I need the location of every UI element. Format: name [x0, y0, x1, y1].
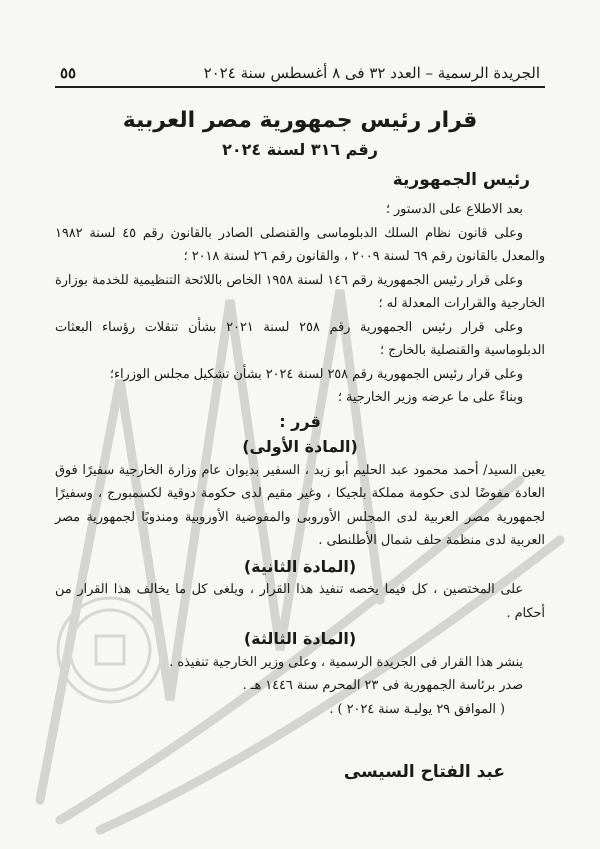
decree-word: قرر :: [279, 411, 321, 431]
decree-body: [55, 198, 545, 721]
preamble-line: وعلى قرار رئيس الجمهورية رقم ٢٥٨ لسنة ٢٠٢١ بشأن تنقلات رؤساء البعثات الدبلوماسية والقنصلية بالخارج ؛: [55, 319, 545, 358]
preamble-line: وعلى قرار رئيس الجمهورية رقم ١٤٦ لسنة ١٩٥٨ الخاص باللائحة التنظيمية للخدمة بوزارة الخارجية والقرارات المعدلة له ؛: [55, 272, 545, 311]
article-1-text: يعين السيد/ أحمد محمود عبد الحليم أبو زيد ، السفير بديوان عام وزارة الخارجية سفيرًا فوق العادة مفوضًا لدى حكومة مملكة بلجيكا ، وغير مقيم لدى حكومة دوقية لكسمبورج ، وسفيرًا لجمهورية مصر العربية لدى المجلس الأوروبى والمفوضية الأوروبية ومندوبًا لجمهورية مصر العربية لدى منظمة حلف شمال الأطلنطى .: [55, 462, 545, 548]
preamble-line: بعد الاطلاع على الدستور ؛: [385, 202, 523, 217]
article-3-heading: (المادة الثالثة): [243, 629, 357, 648]
article-2-text: على المختصين ، كل فيما يخصه تنفيذ هذا القرار ، ويلغى كل ما يخالف هذا القرار من أحكام .: [55, 582, 545, 621]
header-divider: [55, 86, 545, 88]
page-header: [60, 58, 540, 88]
page-number: ٥٥: [60, 64, 77, 82]
issuer-heading: رئيس الجمهورية: [392, 170, 530, 190]
article-3-text: ينشر هذا القرار فى الجريدة الرسمية ، وعلى وزير الخارجية تنفيذه .: [169, 654, 523, 670]
issue-date-gregorian: ( الموافق ٢٩ يوليـة سنة ٢٠٢٤ ) .: [329, 701, 505, 717]
preamble-line: وعلى قانون نظام السلك الدبلوماسى والقنصلى الصادر بالقانون رقم ٤٥ لسنة ١٩٨٢ والمعدل بالقانون رقم ٦٩ لسنة ٢٠٠٩ ، والقانون رقم ٢٦ لسنة ٢٠١٨ ؛: [55, 225, 545, 264]
issue-date-hijri: صدر برئاسة الجمهورية فى ٢٣ المحرم سنة ١٤٤٦ هـ .: [242, 678, 523, 693]
article-1-heading: (المادة الأولى): [242, 437, 358, 456]
gazette-issue-line: الجريدة الرسمية – العدد ٣٢ فى ٨ أغسطس سنة ٢٠٢٤: [203, 64, 540, 82]
preamble-line: وعلى قرار رئيس الجمهورية رقم ٢٥٨ لسنة ٢٠٢٤ بشأن تشكيل مجلس الوزراء؛: [109, 366, 523, 382]
decree-title: قرار رئيس جمهورية مصر العربية: [122, 108, 478, 133]
signature-name: عبد الفتاح السيسى: [343, 762, 505, 782]
decree-number: رقم ٣١٦ لسنة ٢٠٢٤: [222, 140, 378, 159]
preamble-line: وبناءً على ما عرضه وزير الخارجية ؛: [337, 390, 523, 405]
article-2-heading: (المادة الثانية): [243, 556, 357, 576]
